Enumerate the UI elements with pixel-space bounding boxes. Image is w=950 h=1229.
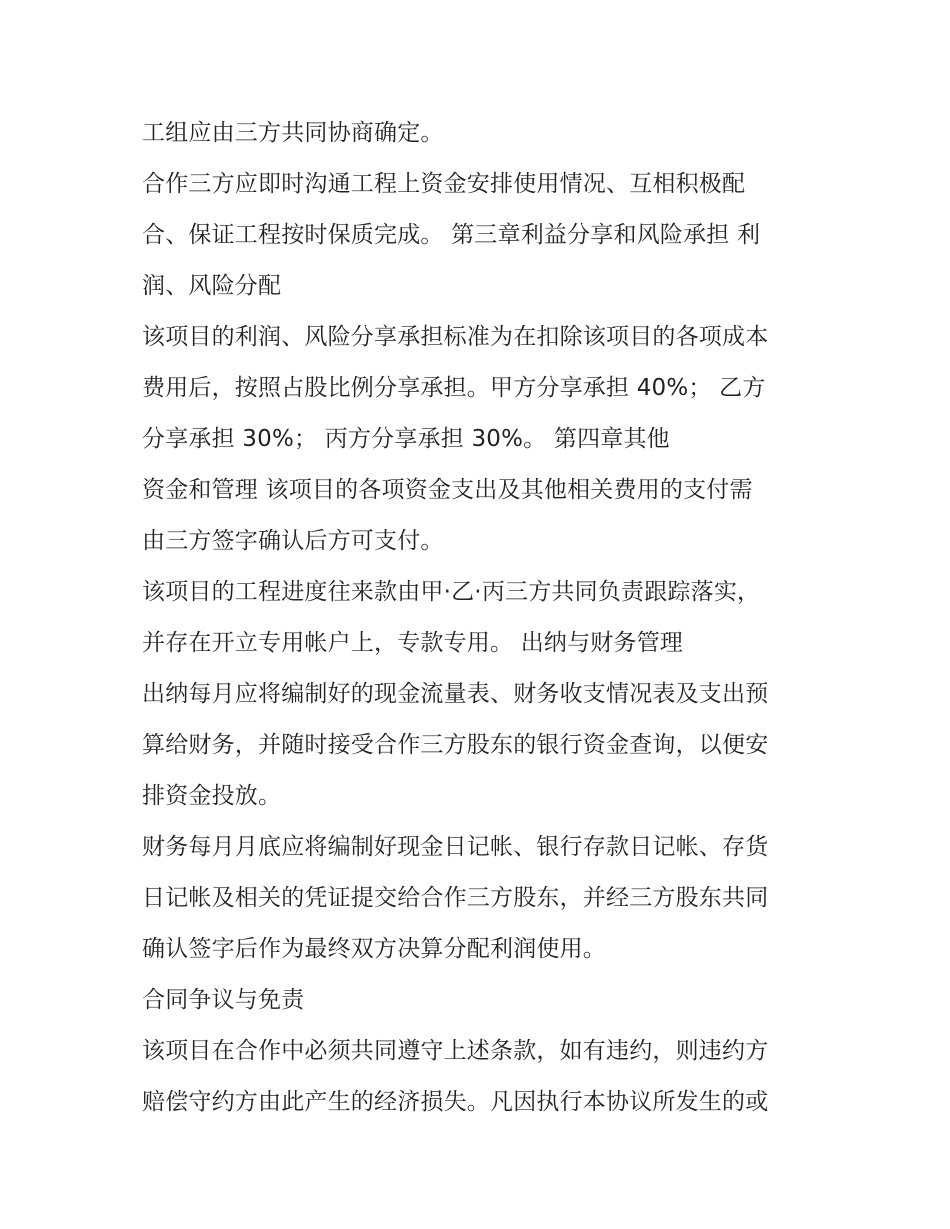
text-line: 日记帐及相关的凭证提交给合作三方股东，并经三方股东共同	[142, 885, 769, 911]
text-line: 算给财务，并随时接受合作三方股东的银行资金查询，以便安	[142, 732, 769, 758]
text-line: 分享承担 30%； 丙方分享承担 30%。 第四章其他	[142, 426, 670, 452]
text-line: 资金和管理 该项目的各项资金支出及其他相关费用的支付需	[142, 477, 753, 503]
text-line: 排资金投放。	[142, 783, 282, 809]
text-line: 费用后，按照占股比例分享承担。甲方分享承担 40%； 乙方	[142, 375, 766, 401]
text-line: 该项目在合作中必须共同遵守上述条款，如有违约，则违约方	[142, 1038, 769, 1064]
text-line: 由三方签字确认后方可支付。	[142, 528, 444, 554]
text-line: 润、风险分配	[142, 273, 282, 299]
text-line: 合、保证工程按时保质完成。 第三章利益分享和风险承担 利	[142, 222, 761, 248]
text-line: 出纳每月应将编制好的现金流量表、财务收支情况表及支出预	[142, 681, 769, 707]
text-line: 合作三方应即时沟通工程上资金安排使用情况、互相积极配	[142, 171, 746, 197]
text-line: 合同争议与免责	[142, 987, 305, 1013]
text-line: 工组应由三方共同协商确定。	[142, 120, 444, 146]
text-line: 确认签字后作为最终双方决算分配利润使用。	[142, 936, 606, 962]
text-line: 并存在开立专用帐户上，专款专用。 出纳与财务管理	[142, 630, 684, 656]
text-line: 该项目的工程进度往来款由甲·乙·丙三方共同负责跟踪落实，	[142, 579, 761, 605]
text-line: 财务每月月底应将编制好现金日记帐、银行存款日记帐、存货	[142, 834, 769, 860]
text-line: 该项目的利润、风险分享承担标准为在扣除该项目的各项成本	[142, 324, 769, 350]
document-body	[142, 108, 822, 1128]
text-line: 赔偿守约方由此产生的经济损失。凡因执行本协议所发生的或	[142, 1089, 769, 1115]
